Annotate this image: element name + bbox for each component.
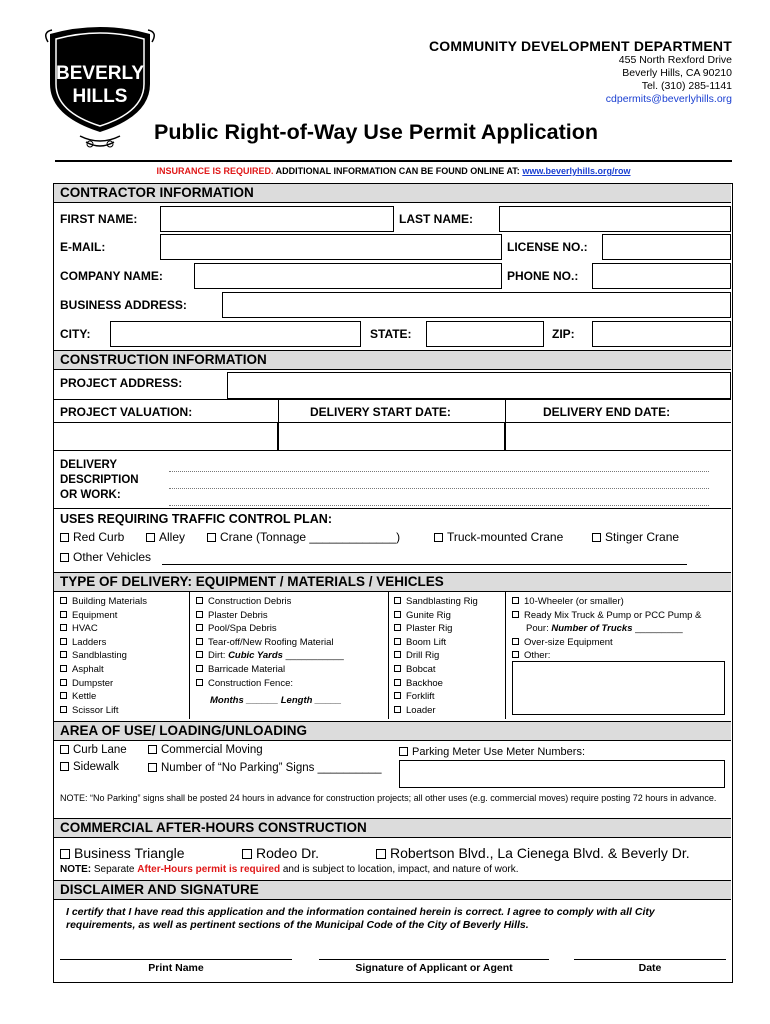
disclaimer-text: I certify that I have read this application and the information contained herein is correct. I agree to comply with all City requirements, as well as pertinent sections of the Municipal Code of the City of Beverly Hills. xyxy=(66,906,655,931)
department-name: COMMUNITY DEVELOPMENT DEPARTMENT xyxy=(429,38,732,54)
construction-heading: CONSTRUCTION INFORMATION xyxy=(54,350,731,370)
permit-form xyxy=(53,183,733,983)
start-date-field[interactable] xyxy=(278,422,505,451)
insurance-notice: INSURANCE IS REQUIRED. ADDITIONAL INFORMATION CAN BE FOUND ONLINE AT: www.beverlyhills.org/row xyxy=(156,166,631,176)
date-line[interactable] xyxy=(574,959,726,960)
department-address1: 455 North Rexford Drive xyxy=(618,54,732,66)
license-field[interactable] xyxy=(602,234,731,260)
phone-field[interactable] xyxy=(592,263,731,289)
traffic-heading: USES REQUIRING TRAFFIC CONTROL PLAN: xyxy=(60,512,332,526)
first-name-field[interactable] xyxy=(160,206,394,232)
last-name-label: LAST NAME: xyxy=(399,212,473,226)
email-field[interactable] xyxy=(160,234,502,260)
project-address-label: PROJECT ADDRESS: xyxy=(60,376,183,390)
commercial-moving-option[interactable]: Commercial Moving xyxy=(148,744,263,756)
area-note: NOTE: “No Parking” signs shall be posted 24 hours in advance for construction projects; all other uses (e.g. commercial moves) require posting 72 hours in advance. xyxy=(60,793,717,803)
alley-checkbox[interactable] xyxy=(146,533,155,542)
department-email[interactable]: cdpermits@beverlyhills.org xyxy=(605,93,732,105)
page-title: Public Right-of-Way Use Permit Application xyxy=(154,120,598,144)
start-date-label: DELIVERY START DATE: xyxy=(310,405,451,419)
business-address-field[interactable] xyxy=(222,292,731,318)
email-label: E-MAIL: xyxy=(60,240,106,254)
other-delivery-field[interactable] xyxy=(512,661,725,715)
crane-option[interactable]: Crane (Tonnage _____________) xyxy=(207,530,400,544)
delivery-column-4: 10-Wheeler (or smaller) Ready Mix Truck & Pump or PCC Pump & Pour: Number of Trucks _________ Over-size Equipment Other: xyxy=(512,595,701,663)
department-phone: Tel. (310) 285-1141 xyxy=(641,80,732,92)
red-curb-option[interactable]: Red Curb xyxy=(60,530,124,544)
description-line-3[interactable] xyxy=(169,505,709,506)
first-name-label: FIRST NAME: xyxy=(60,212,138,226)
other-vehicles-checkbox[interactable] xyxy=(60,553,69,562)
project-address-field[interactable] xyxy=(227,372,731,399)
delivery-column-3: Sandblasting Rig Gunite Rig Plaster Rig Boom Lift Drill Rig Bobcat Backhoe Forklift Loader xyxy=(394,595,478,717)
zip-label: ZIP: xyxy=(552,327,575,341)
last-name-field[interactable] xyxy=(499,206,731,232)
contractor-heading: CONTRACTOR INFORMATION xyxy=(54,183,731,203)
valuation-label: PROJECT VALUATION: xyxy=(60,405,193,419)
svg-text:HILLS: HILLS xyxy=(72,86,128,107)
other-vehicles-line[interactable] xyxy=(162,564,687,565)
no-parking-signs-option[interactable]: Number of “No Parking” Signs __________ xyxy=(148,762,382,774)
end-date-field[interactable] xyxy=(505,422,731,451)
stinger-crane-checkbox[interactable] xyxy=(592,533,601,542)
business-triangle-option[interactable]: Business Triangle xyxy=(60,845,185,861)
state-field[interactable] xyxy=(426,321,544,347)
alley-option[interactable]: Alley xyxy=(146,530,185,544)
delivery-heading: TYPE OF DELIVERY: EQUIPMENT / MATERIALS / VEHICLES xyxy=(54,572,731,592)
city-label: CITY: xyxy=(60,327,91,341)
company-field[interactable] xyxy=(194,263,502,289)
license-label: LICENSE NO.: xyxy=(507,240,588,254)
truck-crane-checkbox[interactable] xyxy=(434,533,443,542)
fence-duration: Months ______ Length _____ xyxy=(210,695,342,707)
date-label: Date xyxy=(638,962,662,974)
zip-field[interactable] xyxy=(592,321,731,347)
stinger-crane-option[interactable]: Stinger Crane xyxy=(592,530,679,544)
end-date-label: DELIVERY END DATE: xyxy=(543,405,671,419)
title-rule xyxy=(55,160,732,162)
delivery-column-2: Construction Debris Plaster Debris Pool/Spa Debris Tear-off/New Roofing Material Dirt: Cubic Yards ___________ Barricade Material Construction Fence: Months ______ Length _____ xyxy=(196,595,344,708)
curb-lane-option[interactable]: Curb Lane xyxy=(60,744,127,756)
delivery-description-label: DELIVERY DESCRIPTION OR WORK: xyxy=(60,459,139,501)
robertson-option[interactable]: Robertson Blvd., La Cienega Blvd. & Beverly Dr. xyxy=(376,845,690,861)
meter-numbers-field[interactable] xyxy=(399,760,725,788)
company-label: COMPANY NAME: xyxy=(60,269,163,283)
signature-label: Signature of Applicant or Agent xyxy=(355,962,513,974)
business-address-label: BUSINESS ADDRESS: xyxy=(60,298,187,312)
sidewalk-option[interactable]: Sidewalk xyxy=(60,761,119,773)
crane-checkbox[interactable] xyxy=(207,533,216,542)
after-hours-note: NOTE: Separate After-Hours permit is required and is subject to location, impact, and nature of work. xyxy=(60,864,519,875)
description-line-1[interactable] xyxy=(169,471,709,472)
delivery-column-1: Building Materials Equipment HVAC Ladders Sandblasting Asphalt Dumpster Kettle Scissor Lift xyxy=(60,595,147,717)
description-line-2[interactable] xyxy=(169,488,709,489)
city-field[interactable] xyxy=(110,321,361,347)
valuation-field[interactable] xyxy=(54,422,278,451)
area-heading: AREA OF USE/ LOADING/UNLOADING xyxy=(54,721,731,741)
rodeo-option[interactable]: Rodeo Dr. xyxy=(242,845,319,861)
signature-line[interactable] xyxy=(319,959,549,960)
department-info xyxy=(429,38,732,106)
after-hours-heading: COMMERCIAL AFTER-HOURS CONSTRUCTION xyxy=(54,818,731,838)
city-logo xyxy=(40,24,160,154)
print-name-label: Print Name xyxy=(148,962,204,974)
parking-meter-option[interactable]: Parking Meter Use Meter Numbers: xyxy=(399,746,585,758)
print-name-line[interactable] xyxy=(60,959,292,960)
row-link[interactable]: www.beverlyhills.org/row xyxy=(522,166,631,176)
phone-label: PHONE NO.: xyxy=(507,269,579,283)
state-label: STATE: xyxy=(370,327,412,341)
red-curb-checkbox[interactable] xyxy=(60,533,69,542)
truck-crane-option[interactable]: Truck-mounted Crane xyxy=(434,530,563,544)
department-address2: Beverly Hills, CA 90210 xyxy=(622,67,732,79)
other-vehicles-option[interactable]: Other Vehicles xyxy=(60,550,151,564)
svg-text:BEVERLY: BEVERLY xyxy=(56,63,144,84)
disclaimer-heading: DISCLAIMER AND SIGNATURE xyxy=(54,880,731,900)
